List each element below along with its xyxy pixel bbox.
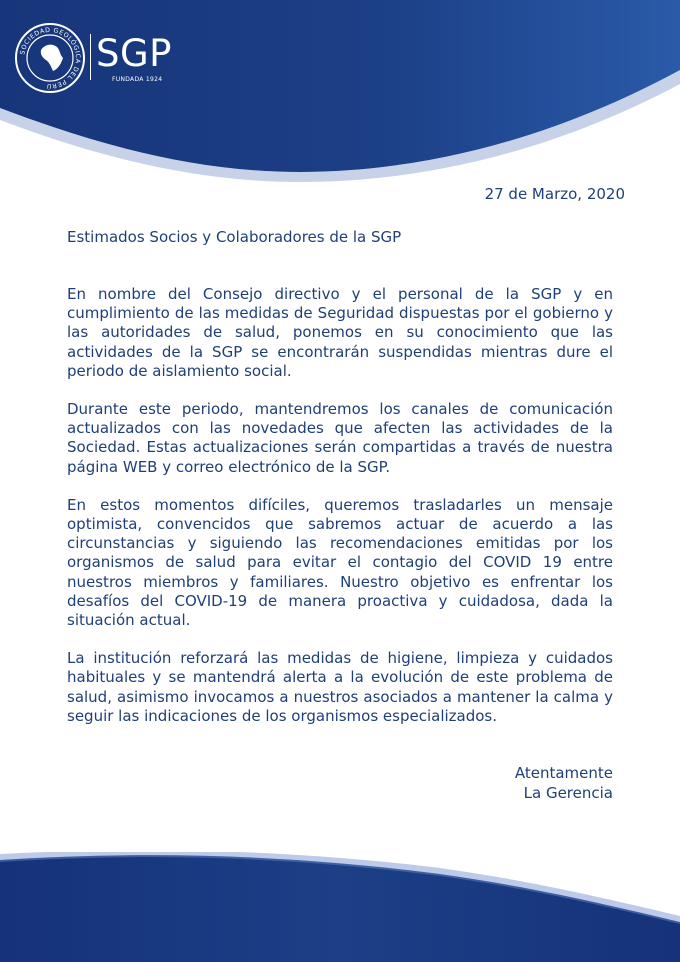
- sgp-seal-icon: [14, 22, 86, 94]
- letter-paragraph: En estos momentos difíciles, queremos trasladarles un mensaje optimista, convencidos que sabremos actuar de acuerdo a las circunstancias y siguiendo las recomendaciones emitidas por los organismos de salud para evitar el contagio del COVID 19 entre nuestros miembros y familiares. Nuestro objetivo es enfrentar los desafíos del COVID-19 de manera proactiva y cuidadosa, dada la situación actual.: [67, 495, 613, 630]
- logo-divider: [90, 34, 91, 80]
- letter-date: 27 de Marzo, 2020: [484, 185, 625, 203]
- letter-signature-block: [515, 764, 613, 803]
- svg-text:SOCIEDAD GEOLÓGICA DEL PERÚ: SOCIEDAD GEOLÓGICA DEL PERÚ: [19, 26, 82, 90]
- header-wave-band: [0, 0, 680, 190]
- letter-body: [67, 285, 613, 745]
- founded-caption: FUNDADA 1924: [112, 76, 163, 83]
- footer-wave-band: [0, 852, 680, 962]
- letter-salutation: Estimados Socios y Colaboradores de la SGP: [67, 228, 402, 246]
- letter-paragraph: En nombre del Consejo directivo y el personal de la SGP y en cumplimiento de las medidas de Seguridad dispuestas por el gobierno y las autoridades de salud, ponemos en su conocimiento que las actividades de la SGP se encontrarán suspendidas mientras dure el periodo de aislamiento social.: [67, 285, 613, 380]
- letter-paragraph: Durante este periodo, mantendremos los canales de comunicación actualizados con las novedades que afecten las actividades de la Sociedad. Estas actualizaciones serán compartidas a través de nuestra página WEB y correo electrónico de la SGP.: [67, 400, 613, 476]
- closing-text: Atentamente: [514, 764, 613, 782]
- brand-logo-text: SGP: [96, 32, 172, 75]
- letter-paragraph: La institución reforzará las medidas de higiene, limpieza y cuidados habituales y se mantendrá alerta a la evolución de este problema de salud, asimismo invocamos a nuestros asociados a mantener la calma y seguir las indicaciones de los organismos especializados.: [67, 649, 613, 725]
- signatory: La Gerencia: [523, 783, 613, 802]
